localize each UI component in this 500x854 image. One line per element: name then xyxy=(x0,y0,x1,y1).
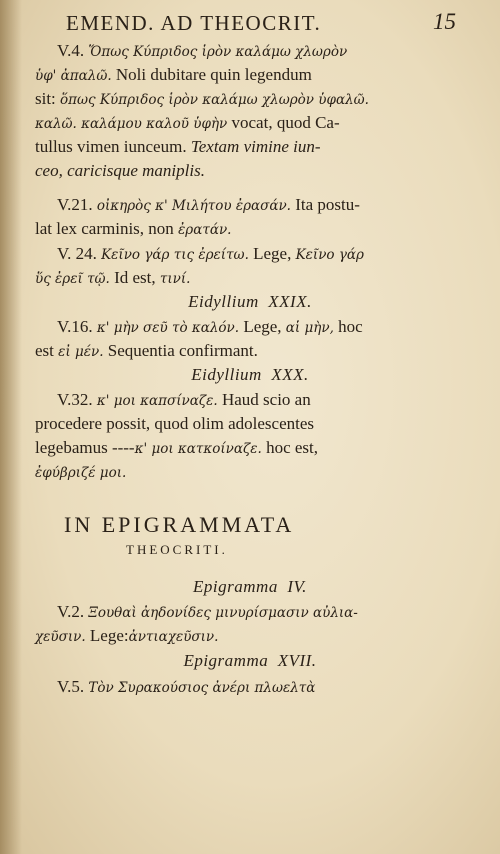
page-gutter-shadow xyxy=(0,0,22,854)
verse-label: V.2. xyxy=(57,602,85,621)
text-line xyxy=(35,437,318,459)
latin-text: Lege, xyxy=(243,317,282,336)
text-line xyxy=(57,676,315,698)
latin-text: est xyxy=(35,341,54,360)
page-number: 15 xyxy=(433,9,456,34)
latin-text: hoc xyxy=(338,317,363,336)
greek-text: ἀντιαχεῦσιν. xyxy=(128,629,219,645)
text-line xyxy=(35,112,340,134)
greek-text: τινί. xyxy=(159,271,191,287)
greek-text: ὕς ἐρεῖ τῷ. xyxy=(35,271,110,287)
latin-text: lat lex carminis, non xyxy=(35,219,174,238)
latin-text: Noli dubitare quin legendum xyxy=(115,65,312,84)
text-line xyxy=(35,625,218,647)
text-line xyxy=(35,160,205,182)
latin-text: tullus vimen iunceum. xyxy=(35,137,187,156)
italic-quotation: ceo, caricisque maniplis. xyxy=(35,161,205,180)
verse-label: V.32. xyxy=(57,390,93,409)
verse-label: V.21. xyxy=(57,195,93,214)
text-line xyxy=(57,389,311,411)
verse-label: V.16. xyxy=(57,317,93,336)
greek-text: χεῦσιν. xyxy=(35,629,86,645)
text-line xyxy=(57,601,358,623)
verse-label: V.4. xyxy=(57,41,85,60)
greek-text: κ' μὴν σεῦ τὸ καλόν. xyxy=(96,320,240,336)
italic-quotation: Textam vimine iun- xyxy=(190,137,321,156)
section-title: IN EPIGRAMMATA xyxy=(64,512,295,537)
text-line xyxy=(57,316,363,338)
text-line xyxy=(57,194,360,216)
greek-text: εἰ μέν. xyxy=(58,344,104,360)
text-line xyxy=(57,243,364,265)
greek-text: καλῶ. καλάμου καλοῦ ὑφὴν xyxy=(35,116,228,132)
latin-text: hoc est, xyxy=(266,438,319,457)
text-line xyxy=(35,340,258,362)
greek-text: Κεῖνο γάρ τις ἐρείτω. xyxy=(101,247,249,263)
greek-text: ἐφύβριζέ μοι. xyxy=(35,465,127,481)
greek-text: Κεῖνο γάρ xyxy=(295,247,364,263)
section-heading: Epigramma XVII. xyxy=(183,651,317,670)
latin-text: Lege, xyxy=(253,244,292,263)
running-head xyxy=(66,9,456,35)
latin-text: Ita postu- xyxy=(295,195,360,214)
text-line xyxy=(35,413,314,435)
greek-text: Ξουθαὶ ἀηδονίδες μινυρίσμασιν αὐλια- xyxy=(88,605,358,621)
latin-text: procedere possit, quod olim adolescentes xyxy=(35,414,315,433)
verse-label: V.5. xyxy=(57,677,85,696)
greek-text: αἱ μὴν, xyxy=(285,320,334,336)
verse-label: V. 24. xyxy=(57,244,97,263)
latin-text: sit: xyxy=(35,89,56,108)
section-heading: Eidyllium XXIX. xyxy=(188,292,312,311)
greek-text: Τὸν Συρακούσιος ἀνέρι xyxy=(88,680,251,696)
latin-text: Sequentia confirmant. xyxy=(107,341,258,360)
text-line xyxy=(35,218,231,240)
latin-text: Lege: xyxy=(89,626,129,645)
text-line xyxy=(57,40,347,62)
latin-text: Haud scio an xyxy=(221,390,311,409)
text-line xyxy=(35,267,190,289)
text-line xyxy=(35,64,312,86)
text-line xyxy=(35,88,369,110)
greek-text: Ὅπως Κύπριδος ἱρὸν καλάμω χλωρὸν xyxy=(88,44,348,60)
latin-text: legebamus ---- xyxy=(35,438,135,457)
section-subtitle: THEOCRITI. xyxy=(126,542,228,557)
section-heading: Eidyllium XXX. xyxy=(191,365,309,384)
greek-text: οἰκηρὸς κ' Μιλήτου ἐρασάν. xyxy=(96,198,291,214)
text-line xyxy=(35,136,321,158)
section-heading: Epigramma IV. xyxy=(193,577,307,596)
greek-text: ὅπως Κύπριδος ἱρὸν καλάμω χλωρὸν ὑφαλῶ. xyxy=(60,92,369,108)
latin-text: vocat, quod Ca- xyxy=(231,113,340,132)
greek-text: πλωελτὰ xyxy=(254,680,316,696)
text-line xyxy=(35,461,126,483)
greek-text: κ' μοι κατκοίναζε. xyxy=(134,441,262,457)
running-head-title: EMEND. AD THEOCRIT. xyxy=(66,11,322,35)
greek-text: ἐρατάν. xyxy=(178,222,232,238)
greek-text: κ' μοι καπσίναζε. xyxy=(96,393,218,409)
greek-text: ὑφ' ἀπαλῶ. xyxy=(35,68,112,84)
latin-text: Id est, xyxy=(114,268,156,287)
